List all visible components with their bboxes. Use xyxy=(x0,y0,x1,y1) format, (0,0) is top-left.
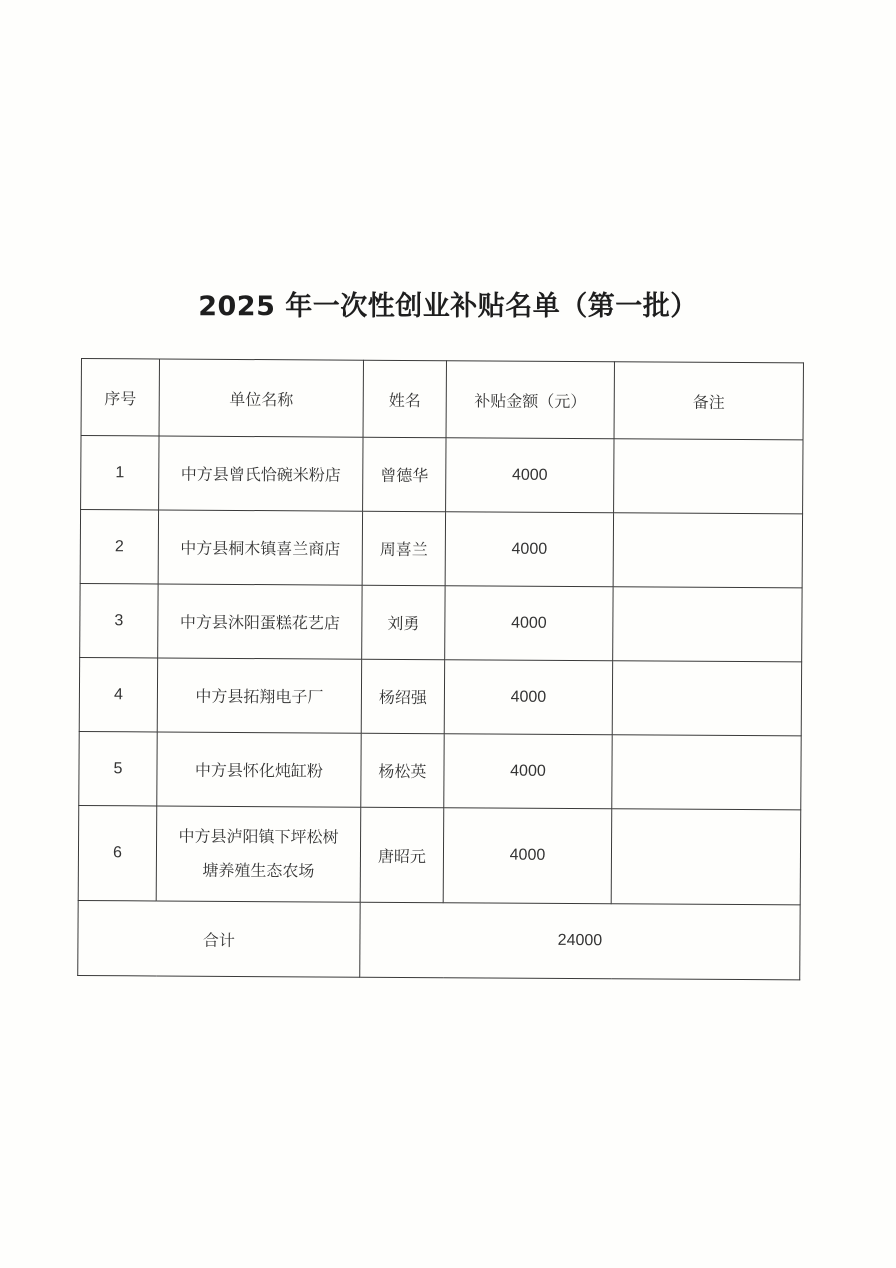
cell-unit: 中方县怀化炖缸粉 xyxy=(157,732,361,807)
total-amount: 24000 xyxy=(360,902,800,980)
cell-note xyxy=(613,587,802,662)
header-seq: 序号 xyxy=(81,359,159,436)
cell-amount: 4000 xyxy=(443,808,612,904)
table-row xyxy=(80,583,802,661)
table-row xyxy=(80,510,802,588)
table-row xyxy=(79,657,801,735)
cell-note xyxy=(613,513,802,588)
cell-unit: 中方县曾氏恰碗米粉店 xyxy=(159,436,363,511)
header-unit: 单位名称 xyxy=(159,359,363,437)
cell-unit: 中方县拓翔电子厂 xyxy=(157,658,361,733)
cell-amount: 4000 xyxy=(446,438,614,513)
cell-note xyxy=(614,439,803,514)
header-note: 备注 xyxy=(614,362,803,440)
cell-seq: 3 xyxy=(80,583,158,657)
header-amount: 补贴金额（元） xyxy=(446,361,614,439)
table-row xyxy=(81,436,803,514)
cell-seq: 6 xyxy=(78,805,157,900)
table-row xyxy=(79,731,801,809)
document-title: 2025 年一次性创业补贴名单（第一批） xyxy=(198,291,698,322)
cell-unit-line: 塘养殖生态农场 xyxy=(202,860,315,881)
cell-seq: 2 xyxy=(80,510,158,584)
cell-amount: 4000 xyxy=(444,660,612,735)
cell-name: 刘勇 xyxy=(362,585,445,660)
cell-note xyxy=(611,809,801,905)
table-row xyxy=(78,805,801,904)
cell-name: 唐昭元 xyxy=(360,807,444,903)
cell-name: 杨绍强 xyxy=(361,659,444,734)
header-name: 姓名 xyxy=(363,360,446,438)
cell-unit-line: 中方县泸阳镇下坪松树 xyxy=(178,826,339,847)
subsidy-table xyxy=(77,358,804,980)
cell-amount: 4000 xyxy=(444,734,612,809)
cell-seq: 1 xyxy=(81,436,159,510)
cell-unit: 中方县桐木镇喜兰商店 xyxy=(158,510,362,585)
cell-amount: 4000 xyxy=(445,512,613,587)
cell-name: 周喜兰 xyxy=(362,511,445,586)
table-total-row xyxy=(78,900,800,979)
cell-name: 杨松英 xyxy=(361,733,444,808)
cell-note xyxy=(612,735,801,810)
cell-seq: 4 xyxy=(79,657,157,731)
cell-note xyxy=(612,661,801,736)
cell-seq: 5 xyxy=(79,731,157,805)
cell-unit xyxy=(156,806,361,902)
total-label: 合计 xyxy=(78,900,360,977)
cell-amount: 4000 xyxy=(445,586,613,661)
cell-name: 曾德华 xyxy=(363,437,446,512)
table-header-row xyxy=(81,359,803,440)
cell-unit: 中方县沐阳蛋糕花艺店 xyxy=(158,584,362,659)
